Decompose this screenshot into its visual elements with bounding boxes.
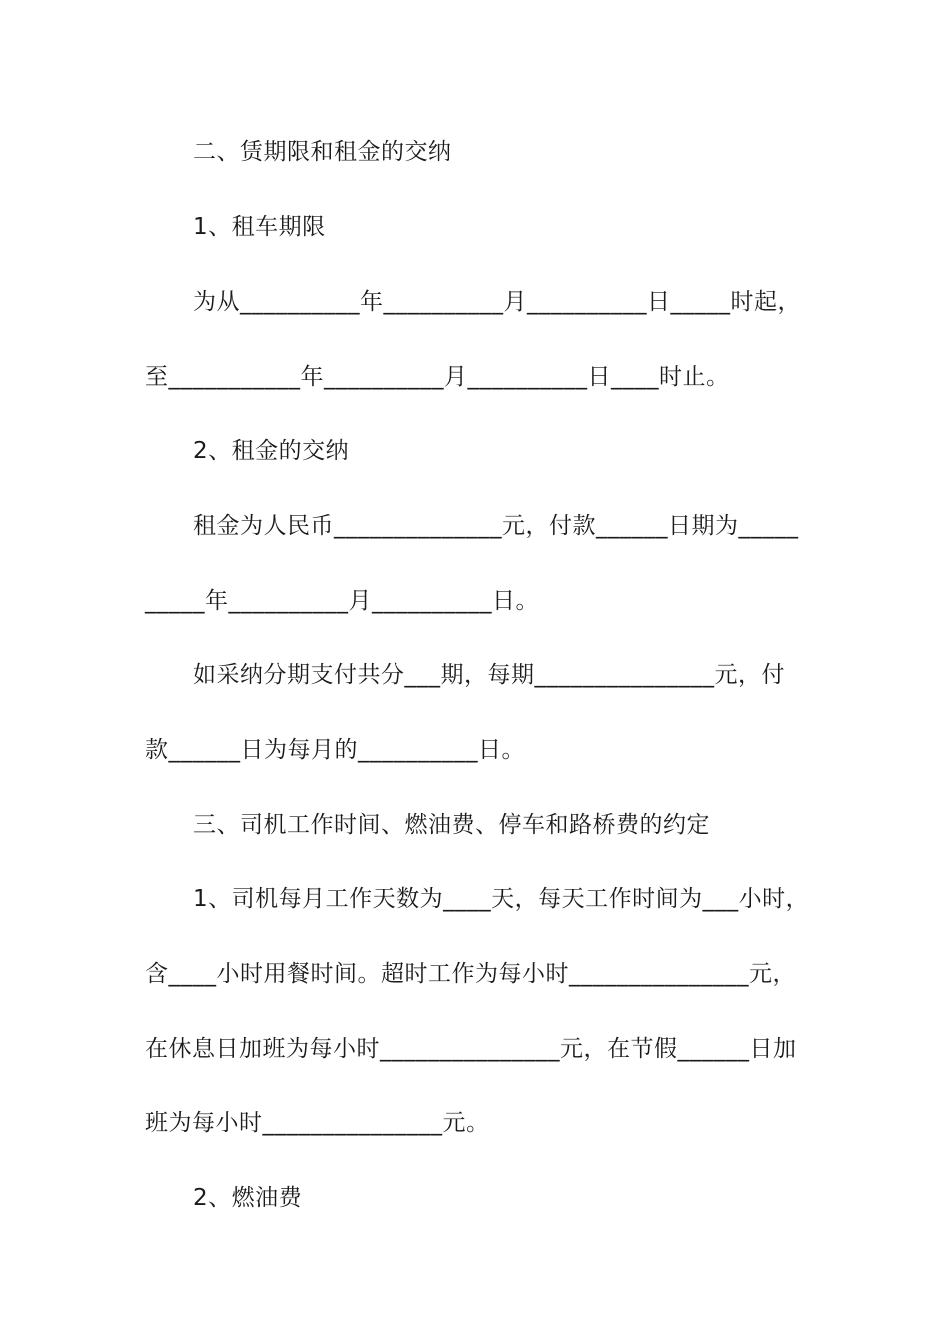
paragraph-meal-overtime: 含____小时用餐时间。超时工作为每小时_______________元， [145,961,796,987]
subheading-rent-payment: 2、租金的交纳 [193,438,350,464]
paragraph-rent-date: _____年__________月__________日。 [145,588,539,614]
paragraph-working-days: 1、司机每月工作天数为____天，每天工作时间为___小时， [193,886,810,912]
paragraph-period-start: 为从__________年__________月__________日_____时起， [193,289,801,315]
section-heading-lease-term: 二、赁期限和租金的交纳 [193,139,452,165]
subheading-fuel-cost: 2、燃油费 [193,1185,303,1211]
paragraph-period-end: 至___________年__________月__________日____时止。 [145,364,730,390]
subheading-rental-period: 1、租车期限 [193,214,326,240]
paragraph-installments: 如采纳分期支付共分___期，每期_______________元，付 [193,662,785,688]
paragraph-holiday-overtime: 班为每小时_______________元。 [145,1110,490,1136]
section-heading-driver-terms: 三、司机工作时间、燃油费、停车和路桥费的约定 [193,812,710,838]
paragraph-rest-day-overtime: 在休息日加班为每小时_______________元，在节假______日加 [145,1036,797,1062]
paragraph-rent-amount: 租金为人民币______________元，付款______日期为_____ [193,513,799,539]
paragraph-installment-day: 款______日为每月的__________日。 [145,737,525,763]
